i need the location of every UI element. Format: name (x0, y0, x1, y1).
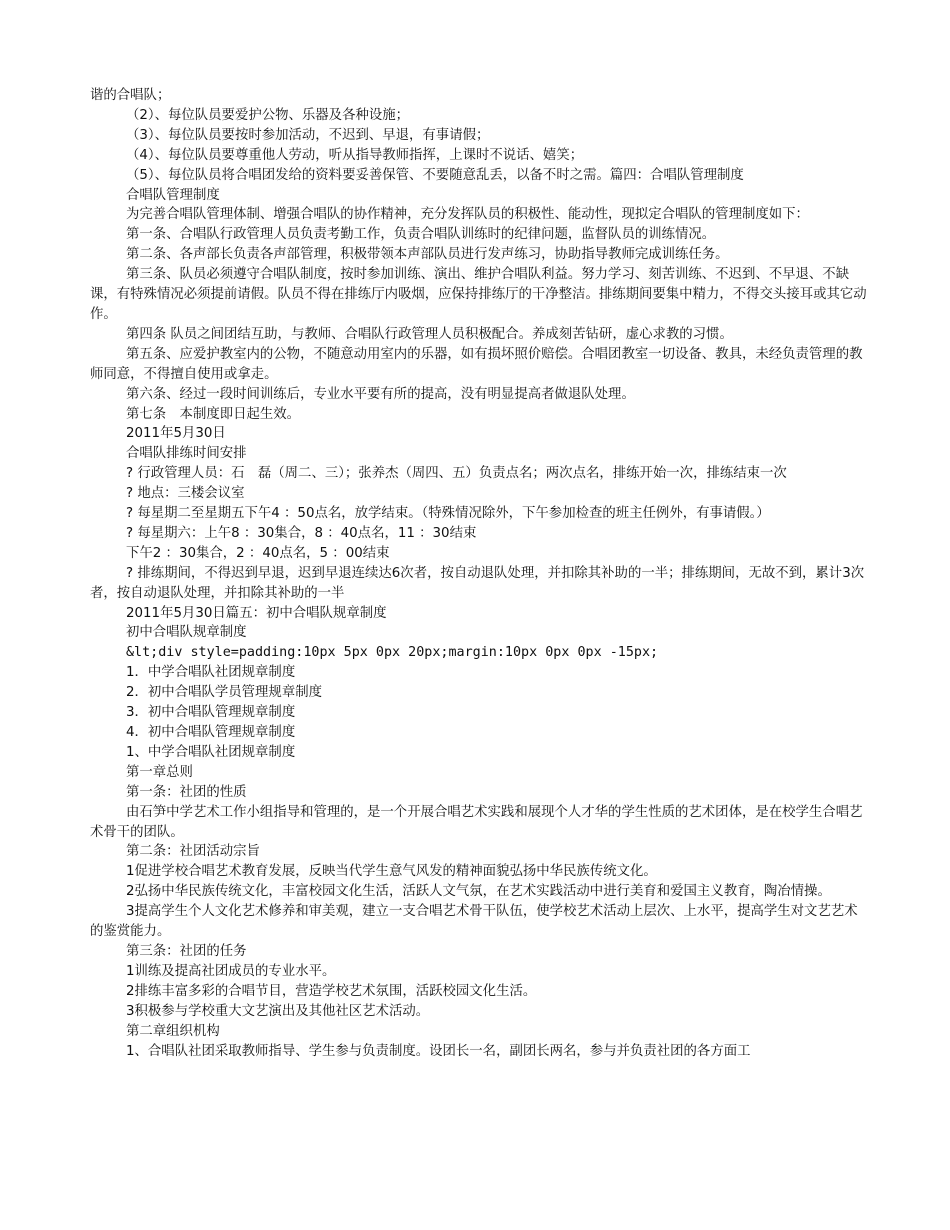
paragraph: 2．初中合唱队学员管理规章制度 (126, 685, 322, 701)
paragraph: ? 排练期间，不得迟到早退，迟到早退连续达6次者，按自动退队处理，并扣除其补助的一半；排练期间，无故不到，累计3次者，按自动退队处理，并扣除其补助的一半 (90, 565, 865, 601)
paragraph: 第二条：社团活动宗旨 (126, 844, 260, 860)
paragraph: 初中合唱队规章制度 (126, 625, 247, 641)
paragraph: 第二条、各声部长负责各声部管理，积极带领本声部队员进行发声练习，协助指导教师完成训练任务。 (126, 247, 729, 263)
paragraph: （2）、每位队员要爱护公物、乐器及各种设施； (126, 107, 410, 123)
paragraph: 1．中学合唱队社团规章制度 (126, 665, 296, 681)
paragraph: 4．初中合唱队管理规章制度 (126, 725, 296, 740)
paragraph: 第三条、队员必须遵守合唱队制度，按时参加训练、演出、维护合唱队利益。努力学习、刻苦训练、不迟到、不早退、不缺课，有特殊情况必须提前请假。队员不得在排练厅内吸烟，应保持排练厅的干净整洁。排练期间要集中精力，不得交头接耳或其它动作。 (90, 267, 867, 322)
paragraph: ? 行政管理人员：石 磊（周二、三）；张养杰（周四、五）负责点名；两次点名，排练开始一次，排练结束一次 (126, 466, 787, 482)
paragraph: ? 地点：三楼会议室 (126, 486, 245, 502)
paragraph: 1训练及提高社团成员的专业水平。 (126, 963, 336, 979)
document-body (90, 86, 870, 1061)
paragraph: 谐的合唱队； (90, 88, 171, 103)
paragraph: 第四条 队员之间团结互助，与教师、合唱队行政管理人员积极配合。养成刻苦钻研，虚心求教的习惯。 (126, 326, 733, 342)
paragraph: 下午2 ：30集合，2 ：40点名，5 ：00结束 (126, 545, 390, 561)
paragraph: ? 每星期六：上午8 ：30集合，8 ：40点名，11 ：30结束 (126, 525, 477, 541)
paragraph: 第五条、应爱护教室内的公物，不随意动用室内的乐器，如有损坏照价赔偿。合唱团教室一切设备、教具，未经负责管理的教师同意，不得擅自使用或拿走。 (90, 346, 863, 382)
paragraph: （3）、每位队员要按时参加活动，不迟到、早退，有事请假； (126, 127, 490, 143)
paragraph: 合唱队管理制度 (126, 187, 220, 203)
paragraph: 3积极参与学校重大文艺演出及其他社区艺术活动。 (126, 1003, 430, 1019)
paragraph: 2弘扬中华民族传统文化，丰富校园文化生活，活跃人文气氛，在艺术实践活动中进行美育和爱国主义教育，陶冶情操。 (126, 884, 831, 900)
paragraph: 2排练丰富多彩的合唱节目，营造学校艺术氛围，活跃校园文化生活。 (126, 983, 537, 999)
paragraph: 合唱队排练时间安排 (126, 446, 247, 462)
paragraph: 第七条 本制度即日起生效。 (126, 406, 301, 422)
paragraph: 由石笋中学艺术工作小组指导和管理的，是一个开展合唱艺术实践和展现个人才华的学生性质的艺术团体，是在校学生合唱艺术骨干的团队。 (90, 804, 863, 840)
paragraph: 2011年5月30日篇五：初中合唱队规章制度 (126, 605, 387, 621)
paragraph: 1促进学校合唱艺术教育发展，反映当代学生意气风发的精神面貌弘扬中华民族传统文化。 (126, 864, 657, 880)
paragraph: 2011年5月30日 (126, 426, 226, 442)
paragraph: 第一条、合唱队行政管理人员负责考勤工作，负责合唱队训练时的纪律问题，监督队员的训练情况。 (126, 227, 716, 243)
paragraph: 第一条：社团的性质 (126, 784, 247, 800)
paragraph: 3提高学生个人文化艺术修养和审美观，建立一支合唱艺术骨干队伍，使学校艺术活动上层次、上水平，提高学生对文艺艺术的鉴赏能力。 (90, 904, 858, 940)
paragraph: 第三条：社团的任务 (126, 943, 247, 959)
paragraph: 为完善合唱队管理体制、增强合唱队的协作精神，充分发挥队员的积极性、能动性，现拟定合唱队的管理制度如下： (126, 207, 809, 223)
paragraph: （4）、每位队员要尊重他人劳动，听从指导教师指挥，上课时不说话、嬉笑； (126, 147, 584, 163)
paragraph: 1、合唱队社团采取教师指导、学生参与负责制度。设团长一名，副团长两名，参与并负责社团的各方面工 (126, 1043, 751, 1059)
paragraph: 第二章组织机构 (126, 1023, 220, 1039)
paragraph: （5）、每位队员将合唱团发给的资料要妥善保管、不要随意乱丢，以备不时之需。篇四：合唱队管理制度 (126, 167, 744, 183)
paragraph: 1、中学合唱队社团规章制度 (126, 744, 296, 760)
paragraph: 第六条、经过一段时间训练后，专业水平要有所的提高，没有明显提高者做退队处理。 (126, 386, 635, 402)
paragraph: &lt;div style=padding:10px 5px 0px 20px;margin:10px 0px 0px -15px; (126, 645, 659, 661)
paragraph: 3．初中合唱队管理规章制度 (126, 705, 296, 721)
paragraph: 第一章总则 (126, 764, 193, 780)
paragraph: ? 每星期二至星期五下午4 ：50点名，放学结束。（特殊情况除外，下午参加检查的班主任例外，有事请假。） (126, 506, 770, 522)
